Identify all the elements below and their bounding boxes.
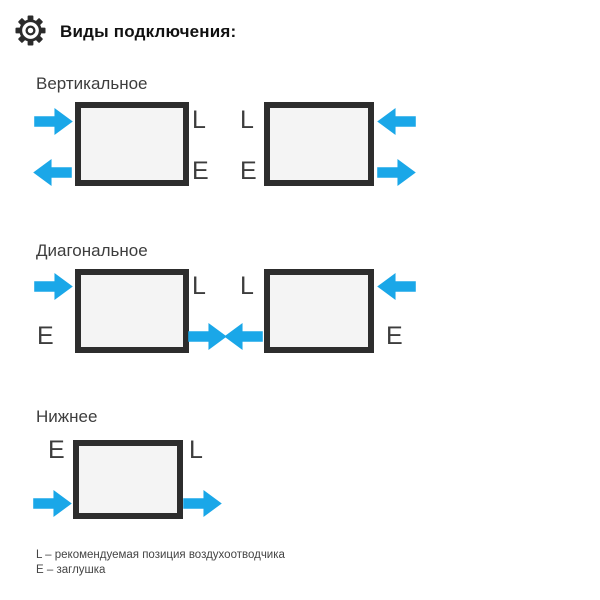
legend-line-plug: E – заглушка [36, 564, 106, 576]
section-title-vertical: Вертикальное [36, 74, 148, 93]
inlet-arrow-left-icon [377, 273, 416, 300]
section-title-bottom: Нижнее [36, 407, 98, 426]
outlet-arrow-right-icon [377, 159, 416, 186]
plug-label: E [48, 436, 65, 464]
radiator-box [75, 269, 189, 353]
radiator-box [73, 440, 183, 519]
inlet-arrow-right-icon [34, 273, 73, 300]
page-title: Виды подключения: [60, 22, 237, 41]
legend-line-vent: L – рекомендуемая позиция воздухоотводчика [36, 549, 285, 561]
vent-label: L [240, 106, 254, 134]
gear-icon [15, 15, 46, 46]
inlet-arrow-right-icon [33, 490, 72, 517]
outlet-arrow-right-icon [183, 490, 222, 517]
plug-label: E [386, 322, 403, 350]
vent-label: L [240, 272, 254, 300]
outlet-arrow-left-icon [33, 159, 72, 186]
radiator-box [264, 102, 374, 186]
inlet-arrow-left-icon [377, 108, 416, 135]
radiator-box [264, 269, 374, 353]
inlet-arrow-right-icon [34, 108, 73, 135]
vent-label: L [192, 272, 206, 300]
plug-label: E [240, 157, 257, 185]
plug-label: E [192, 157, 209, 185]
outlet-arrow-right-icon [188, 323, 227, 350]
vent-label: L [189, 436, 203, 464]
plug-label: E [37, 322, 54, 350]
section-title-diagonal: Диагональное [36, 241, 148, 260]
radiator-box [75, 102, 189, 186]
vent-label: L [192, 106, 206, 134]
outlet-arrow-left-icon [224, 323, 263, 350]
